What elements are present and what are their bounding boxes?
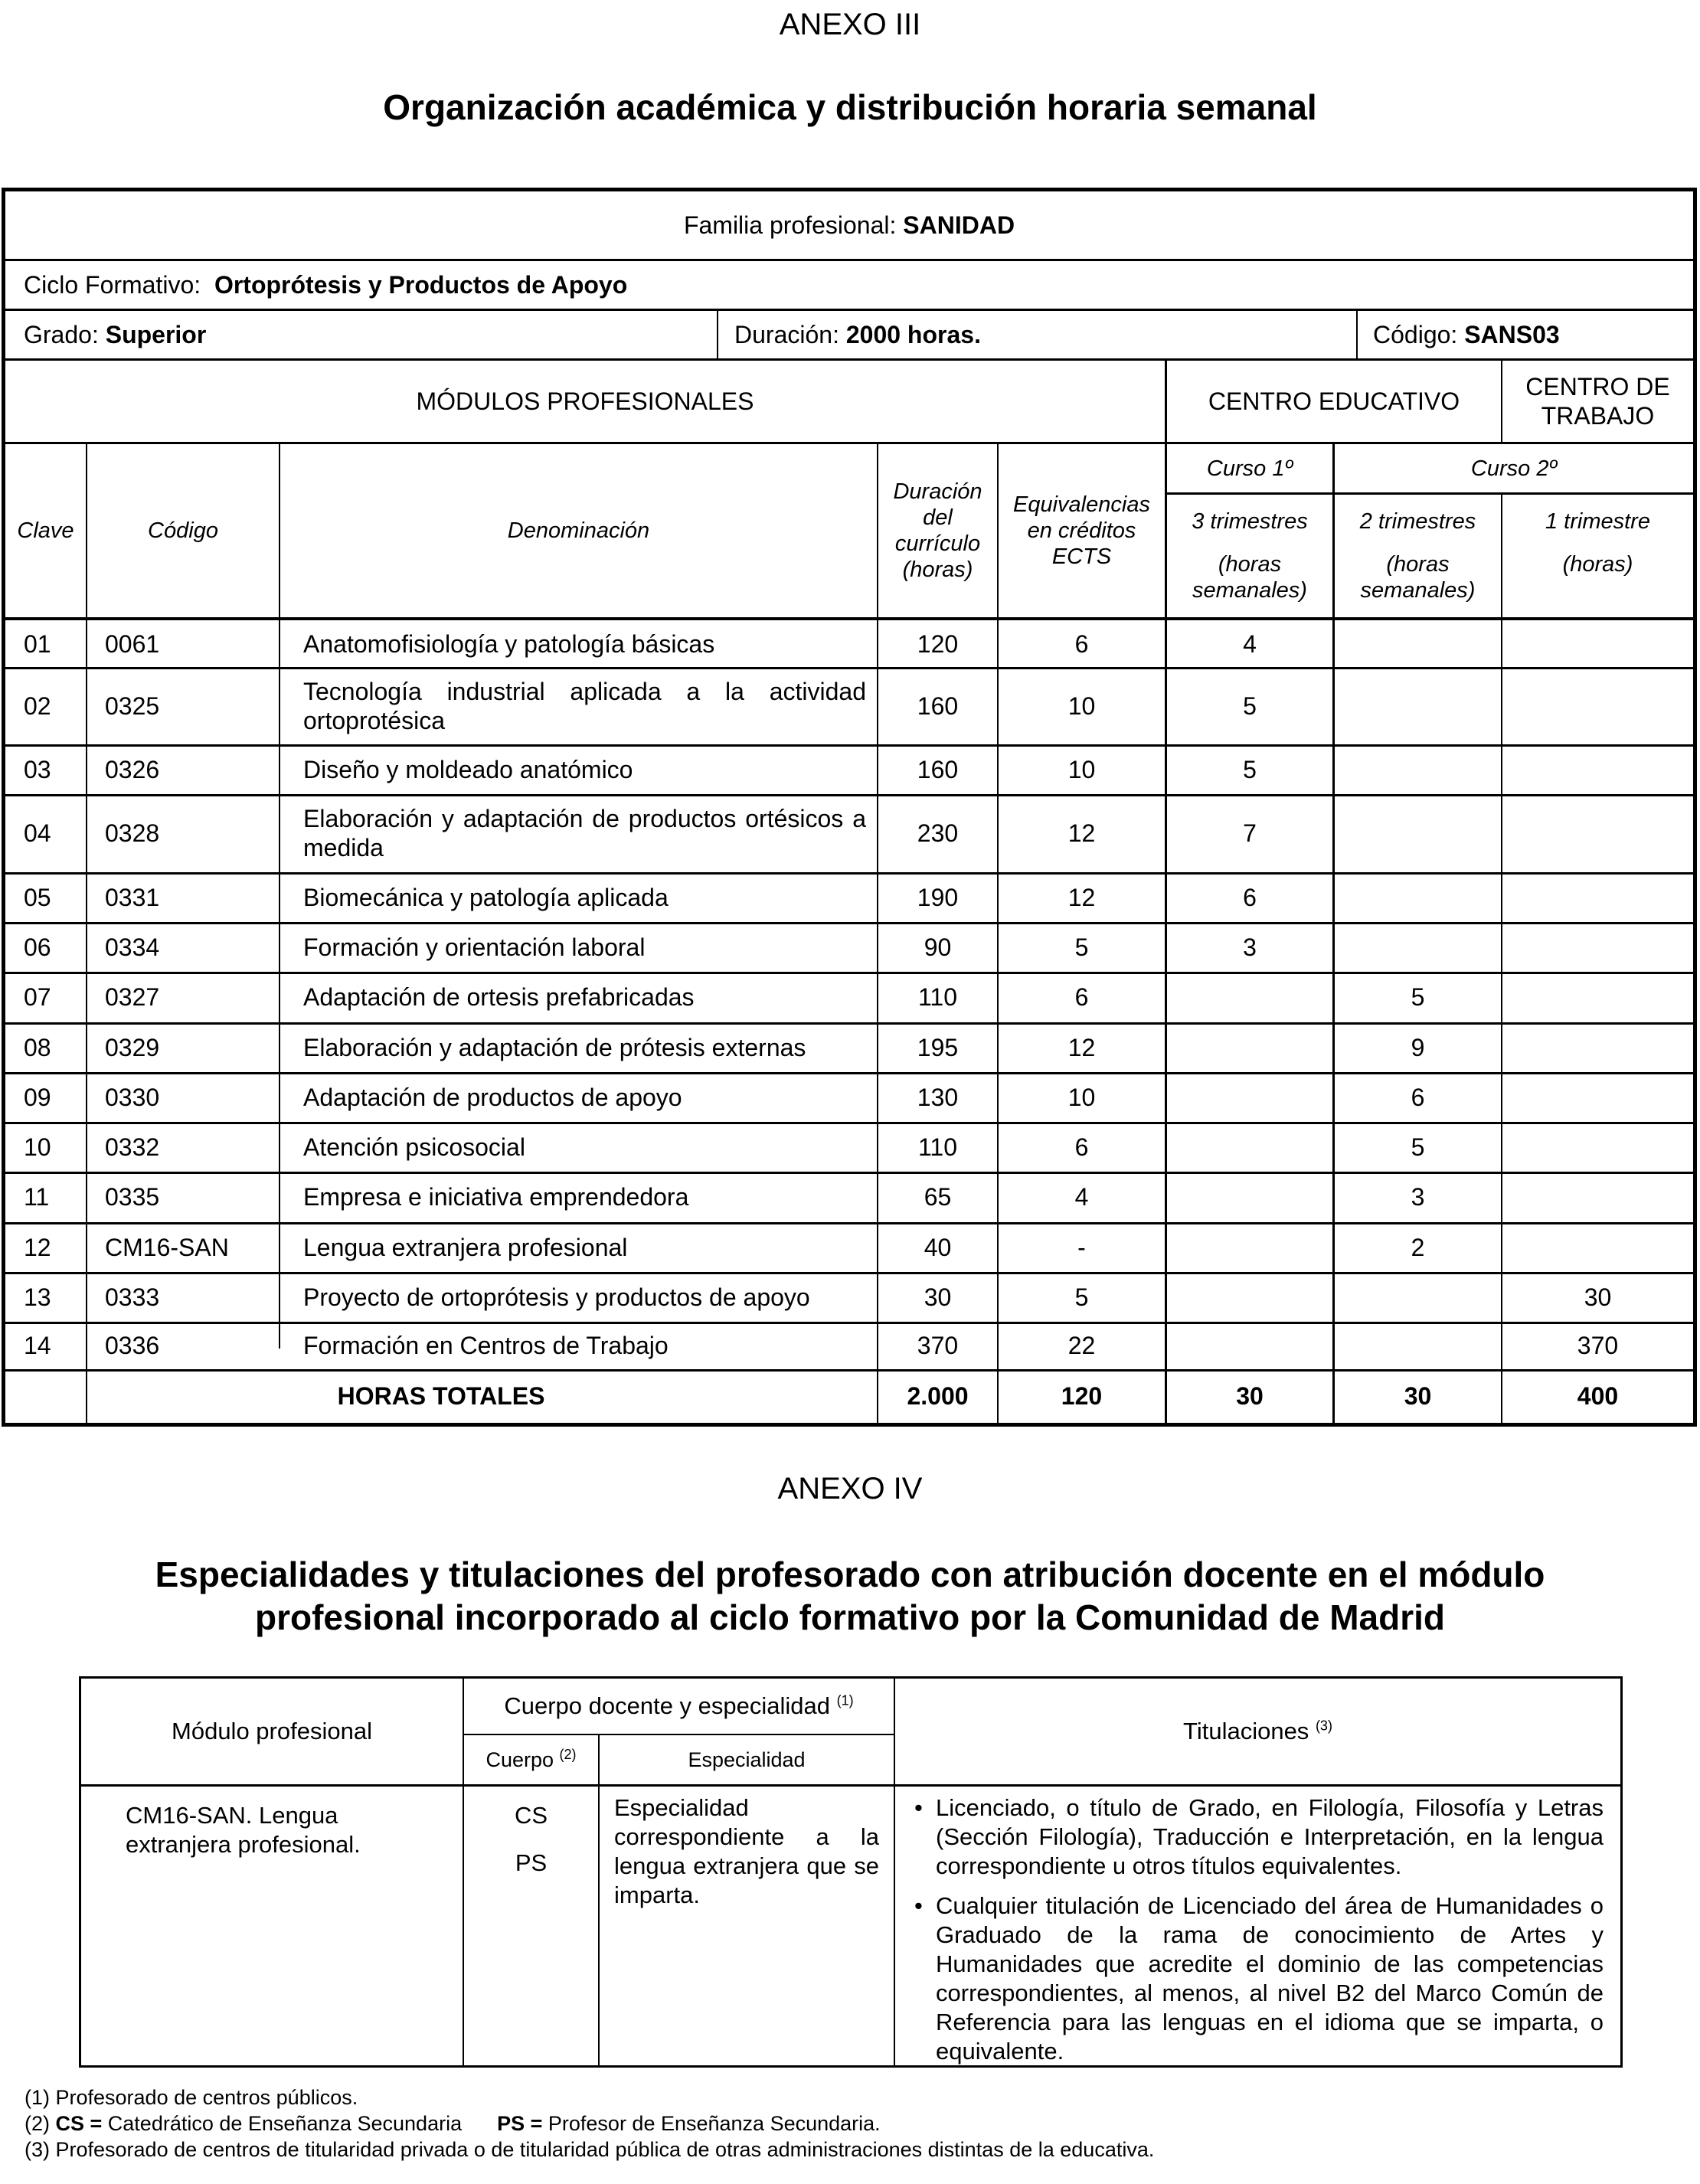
- denominacion-text: Anatomofisiología y patología básicas: [303, 629, 715, 658]
- cell-c3: [1502, 972, 1693, 1022]
- cell-clave: 14: [24, 1332, 51, 1359]
- cell-clave: 13: [24, 1283, 51, 1311]
- cell-denominacion: [280, 872, 877, 922]
- cell-c1: 7: [1243, 819, 1257, 847]
- cell-c3: [1502, 744, 1693, 794]
- cell-c2: 2: [1411, 1233, 1425, 1261]
- cell-c1: [1167, 1272, 1332, 1322]
- cell-codigo: 0061: [105, 629, 160, 658]
- header-cuerpo: [464, 1735, 598, 1784]
- cell-c1: 5: [1243, 691, 1257, 720]
- cell-denominacion: [280, 922, 877, 972]
- totals-curso1: 30: [1236, 1382, 1264, 1410]
- cell-c3: [1502, 1022, 1693, 1072]
- bullet-icon: •: [914, 1794, 923, 1821]
- duracion-line1: Duración: [893, 479, 982, 504]
- cell-c2: 9: [1411, 1033, 1425, 1061]
- cell-c3: [1502, 1172, 1693, 1222]
- cell-duracion: 90: [924, 933, 952, 961]
- cell-denominacion: [280, 667, 877, 744]
- cell-clave: 05: [24, 883, 51, 911]
- cell-denominacion: [280, 972, 877, 1022]
- footnote-2: [25, 2110, 881, 2137]
- cell-codigo: 0328: [105, 819, 160, 847]
- cell-codigo: 0329: [105, 1033, 160, 1061]
- cell-c3: [1502, 1072, 1693, 1122]
- titulacion-text: Cualquier titulación de Licenciado del área de Humanidades o Graduado de la rama de conocimiento de Artes y Humanidades que acredite el dominio de las competencias correspondientes, al menos, al nivel B2 del Marco Común de Referencia para las lenguas en el idioma que se imparta, o equivalente.: [936, 1892, 1604, 2065]
- col-header-ects: [999, 444, 1165, 617]
- cell-c1: 4: [1243, 629, 1257, 658]
- cell-c1: [1167, 1322, 1332, 1369]
- cell-codigo: 0333: [105, 1283, 160, 1311]
- ects-line2: en créditos: [1027, 518, 1136, 543]
- totals-ects: 120: [1061, 1382, 1103, 1410]
- footnote-2-ps-text: Profesor de Enseñanza Secundaria.: [542, 2112, 881, 2135]
- familia-value: SANIDAD: [903, 211, 1015, 239]
- cell-ects: 12: [1067, 883, 1096, 911]
- cell-duracion: 65: [924, 1183, 952, 1211]
- cell-clave: 07: [24, 983, 51, 1011]
- annex3-title: Organización académica y distribución horaria semanal: [383, 87, 1317, 127]
- totals-curso2: 30: [1404, 1382, 1432, 1410]
- row-modulo: CM16-SAN. Lengua extranjera profesional.: [126, 1802, 361, 1858]
- cell-c2: [1335, 667, 1501, 744]
- cell-ects: 10: [1067, 691, 1096, 720]
- cell-c3: [1502, 667, 1693, 744]
- cell-c2: [1335, 1322, 1501, 1369]
- col-header-3-trimestres: [1167, 495, 1332, 617]
- footnote-2-cs-text: Catedrático de Enseñanza Secundaria: [102, 2112, 463, 2135]
- header-titulaciones-text: Titulaciones: [1183, 1718, 1309, 1744]
- denominacion-text: Elaboración y adaptación de prótesis externas: [303, 1033, 806, 1061]
- ects-line3: ECTS: [1051, 544, 1112, 569]
- cell-ects: 10: [1067, 755, 1096, 783]
- cell-ects: 4: [1074, 1183, 1089, 1211]
- col-header-duracion: [878, 444, 997, 617]
- cuerpo-ps: PS: [515, 1849, 548, 1876]
- totals-fct: 400: [1577, 1382, 1619, 1410]
- header-especialidad: Especialidad: [688, 1748, 806, 1771]
- cell-c2: 5: [1411, 983, 1425, 1011]
- duracion-line2: del: [923, 505, 953, 530]
- centro-educativo-header: CENTRO EDUCATIVO: [1208, 387, 1460, 415]
- cell-c2: 6: [1411, 1083, 1425, 1111]
- cell-c2: [1335, 794, 1501, 872]
- titulaciones-list: [910, 1793, 1604, 2066]
- trim3-line2: (horas: [1218, 552, 1282, 577]
- cell-c2: [1335, 1272, 1501, 1322]
- cell-clave: 10: [24, 1133, 51, 1161]
- cell-codigo: 0336: [105, 1332, 160, 1359]
- trim3-line3: semanales): [1192, 578, 1307, 603]
- header-cuerpo-text: Cuerpo: [485, 1748, 554, 1771]
- ciclo-value: Ortoprótesis y Productos de Apoyo: [214, 271, 628, 299]
- ciclo-cell: [24, 261, 1693, 309]
- cell-duracion: 110: [917, 1133, 957, 1161]
- modulos-header: MÓDULOS PROFESIONALES: [416, 387, 754, 415]
- cell-ects: 5: [1074, 933, 1089, 961]
- trim3-line1: 3 trimestres: [1192, 509, 1308, 534]
- cell-codigo: 0332: [105, 1133, 160, 1161]
- duracion-cell: [734, 311, 1347, 358]
- cell-clave: 04: [24, 819, 51, 847]
- cell-ects: 12: [1067, 819, 1096, 847]
- cell-duracion: 120: [917, 629, 959, 658]
- cell-codigo: 0326: [105, 755, 160, 783]
- col-header-clave: Clave: [17, 518, 74, 543]
- cell-clave: 11: [24, 1183, 50, 1211]
- cell-c3: [1502, 620, 1693, 667]
- footnote-1: (1) Profesorado de centros públicos.: [25, 2086, 358, 2109]
- grado-label: Grado:: [24, 321, 99, 348]
- cell-duracion: 160: [917, 755, 959, 783]
- cell-c1: 3: [1243, 933, 1257, 961]
- cell-denominacion: [280, 1122, 877, 1172]
- cell-c1: 6: [1243, 883, 1257, 911]
- cell-ects: 5: [1074, 1283, 1089, 1311]
- annex3-label: ANEXO III: [779, 8, 921, 41]
- cell-clave: 02: [24, 691, 51, 720]
- centro-trabajo-line1: CENTRO DE: [1525, 373, 1670, 401]
- footnote-2-prefix: (2): [25, 2112, 56, 2135]
- duracion-line3: currículo: [894, 531, 981, 556]
- cell-ects: 6: [1074, 1133, 1089, 1161]
- centro-trabajo-line2: TRABAJO: [1541, 402, 1655, 430]
- cell-codigo: CM16-SAN: [105, 1233, 229, 1261]
- cell-denominacion: [280, 794, 877, 872]
- cell-c3: [1502, 1222, 1693, 1272]
- titulacion-item: [910, 1793, 1604, 1881]
- denominacion-text: Formación en Centros de Trabajo: [303, 1332, 669, 1359]
- cell-denominacion: [280, 1072, 877, 1122]
- cell-c1: [1167, 1172, 1332, 1222]
- cell-codigo: 0331: [105, 883, 160, 911]
- cell-c2: [1335, 872, 1501, 922]
- cell-clave: 09: [24, 1083, 51, 1111]
- cell-c2: [1335, 620, 1501, 667]
- cell-duracion: 160: [917, 691, 959, 720]
- cell-c1: [1167, 972, 1332, 1022]
- cell-duracion: 130: [917, 1083, 959, 1111]
- cell-clave: 01: [24, 629, 51, 658]
- duracion-label: Duración:: [734, 321, 839, 348]
- cell-clave: 06: [24, 933, 51, 961]
- cell-c1: [1167, 1022, 1332, 1072]
- annex4-label: ANEXO IV: [777, 1472, 923, 1506]
- header-modulo: Módulo profesional: [172, 1718, 372, 1744]
- denominacion-text: Proyecto de ortoprótesis y productos de apoyo: [303, 1283, 810, 1311]
- cell-c1: [1167, 1072, 1332, 1122]
- header-titulaciones: [895, 1679, 1620, 1784]
- cell-ects: 12: [1067, 1033, 1096, 1061]
- familia-cell: [5, 191, 1693, 259]
- cell-denominacion: [280, 1322, 877, 1369]
- cell-codigo: 0327: [105, 983, 160, 1011]
- denominacion-text: Atención psicosocial: [303, 1133, 525, 1161]
- codigo-label: Código:: [1373, 321, 1458, 348]
- denominacion-text: Lengua extranjera profesional: [303, 1233, 628, 1261]
- duracion-value: 2000 horas.: [845, 321, 981, 348]
- denominacion-text: Formación y orientación laboral: [303, 933, 646, 961]
- codigo-value: SANS03: [1464, 321, 1560, 348]
- cell-ects: 6: [1074, 983, 1089, 1011]
- cell-denominacion: [280, 744, 877, 794]
- centro-trabajo-header: [1502, 361, 1693, 442]
- cell-c2: [1335, 744, 1501, 794]
- cell-denominacion: [280, 1172, 877, 1222]
- grado-value: Superior: [105, 321, 207, 348]
- cell-c3: 370: [1577, 1332, 1619, 1359]
- denominacion-text: Adaptación de ortesis prefabricadas: [303, 983, 695, 1011]
- annex4-title-line2: profesional incorporado al ciclo formativo por la Comunidad de Madrid: [255, 1597, 1445, 1637]
- denominacion-text: Adaptación de productos de apoyo: [303, 1083, 682, 1111]
- cell-denominacion: [280, 1272, 877, 1322]
- cell-c3: [1502, 1122, 1693, 1172]
- header-cuerpo-docente-text: Cuerpo docente y especialidad: [504, 1692, 831, 1719]
- cell-c1: [1167, 1122, 1332, 1172]
- cell-c3: 30: [1584, 1283, 1612, 1311]
- cell-codigo: 0325: [105, 691, 160, 720]
- trim1-line1: 1 trimestre: [1545, 509, 1650, 534]
- schedule-table: [2, 188, 1697, 1427]
- cell-c2: 5: [1411, 1133, 1425, 1161]
- cell-denominacion: [280, 1022, 877, 1072]
- denominacion-text: Diseño y moldeado anatómico: [303, 755, 633, 783]
- cell-c2: [1335, 922, 1501, 972]
- cell-c3: [1502, 872, 1693, 922]
- cell-ects: 10: [1067, 1083, 1096, 1111]
- totals-duracion: 2.000: [907, 1382, 969, 1410]
- titulacion-text: Licenciado, o título de Grado, en Filología, Filosofía y Letras (Sección Filología), Traducción e Interpretación, en la lengua correspondiente u otros títulos equivalentes.: [936, 1794, 1604, 1879]
- trim1-line2: (horas): [1562, 552, 1633, 577]
- cuerpo-cs: CS: [514, 1802, 548, 1829]
- col-header-curso2: Curso 2º: [1470, 456, 1558, 481]
- col-header-1-trimestre: [1502, 495, 1693, 617]
- cell-clave: 08: [24, 1033, 51, 1061]
- row-titulaciones: [910, 1793, 1604, 2077]
- cell-c2: 3: [1411, 1183, 1425, 1211]
- col-header-curso1: Curso 1º: [1206, 456, 1293, 481]
- cell-ects: 22: [1067, 1332, 1096, 1359]
- cell-duracion: 195: [917, 1033, 959, 1061]
- col-header-2-trimestres: [1335, 495, 1501, 617]
- footnote-ref-3: (3): [1315, 1718, 1332, 1734]
- annex4-title-line1: Especialidades y titulaciones del profesorado con atribución docente en el módulo: [155, 1555, 1545, 1594]
- cell-clave: 12: [24, 1233, 51, 1261]
- titulacion-item: [910, 1891, 1604, 2066]
- cell-denominacion: [280, 620, 877, 667]
- footnote-3: (3) Profesorado de centros de titularidad privada o de titularidad pública de otras administraciones distintas de la educativa.: [25, 2138, 1155, 2161]
- col-header-codigo: Código: [148, 518, 218, 543]
- footnote-ref-2: (2): [559, 1747, 577, 1762]
- cell-ects: -: [1077, 1233, 1086, 1261]
- cell-clave: 03: [24, 755, 51, 783]
- cell-ects: 6: [1074, 629, 1089, 658]
- familia-label: Familia profesional:: [683, 211, 897, 239]
- trim2-line3: semanales): [1360, 578, 1476, 603]
- denominacion-text: Tecnología industrial aplicada a la actividad ortoprotésica: [303, 677, 866, 734]
- cell-duracion: 30: [924, 1283, 952, 1311]
- row-especialidad: Especialidad correspondiente a la lengua extranjera que se imparta.: [614, 1794, 879, 1908]
- cell-codigo: 0330: [105, 1083, 160, 1111]
- cell-duracion: 110: [917, 983, 957, 1011]
- ciclo-label: Ciclo Formativo:: [24, 271, 201, 299]
- denominacion-text: Biomecánica y patología aplicada: [303, 883, 669, 911]
- duracion-line4: (horas): [902, 557, 973, 582]
- cell-duracion: 40: [924, 1233, 952, 1261]
- cell-codigo: 0334: [105, 933, 160, 961]
- cell-duracion: 230: [917, 819, 959, 847]
- cell-c1: 5: [1243, 755, 1257, 783]
- cell-c3: [1502, 922, 1693, 972]
- cell-codigo: 0335: [105, 1183, 160, 1211]
- footnote-2-ps: PS =: [497, 2112, 543, 2135]
- row-cuerpos: [464, 1801, 598, 1878]
- cell-duracion: 190: [917, 883, 959, 911]
- codigo-cell: [1373, 311, 1679, 358]
- cell-c1: [1167, 1222, 1332, 1272]
- bullet-icon: •: [914, 1892, 923, 1919]
- footnote-ref-1: (1): [836, 1692, 854, 1708]
- header-cuerpo-docente: [464, 1679, 894, 1734]
- grado-cell: [24, 311, 713, 358]
- totals-label: HORAS TOTALES: [337, 1382, 545, 1410]
- footnote-2-cs: CS =: [55, 2112, 103, 2135]
- ects-line1: Equivalencias: [1013, 492, 1150, 517]
- denominacion-text: Empresa e iniciativa emprendedora: [303, 1183, 689, 1211]
- cell-c3: [1502, 794, 1693, 872]
- trim2-line2: (horas: [1386, 552, 1450, 577]
- teachers-table: [79, 1676, 1623, 2068]
- denominacion-text: Elaboración y adaptación de productos ortésicos a medida: [303, 805, 866, 862]
- col-header-denominacion: Denominación: [507, 518, 650, 543]
- trim2-line1: 2 trimestres: [1359, 509, 1476, 534]
- cell-duracion: 370: [917, 1332, 959, 1359]
- cell-denominacion: [280, 1222, 877, 1272]
